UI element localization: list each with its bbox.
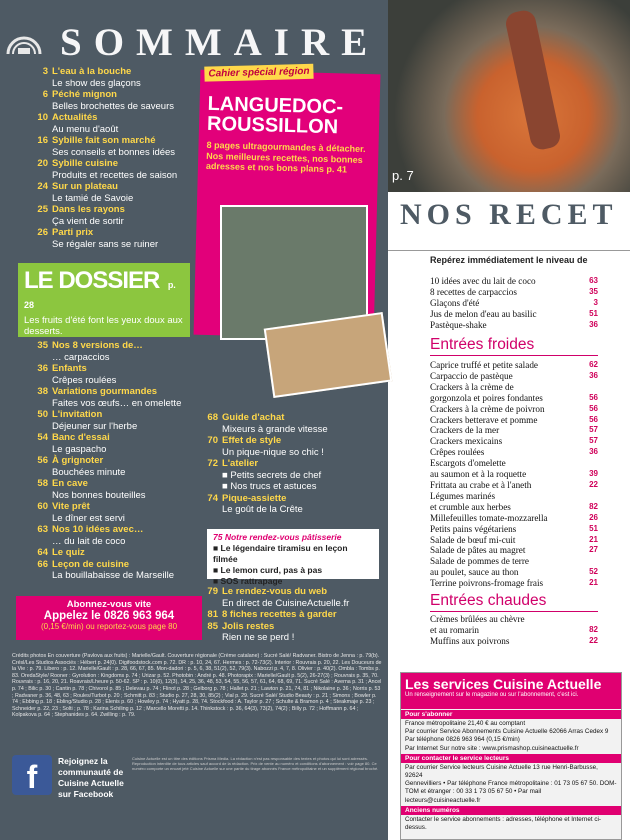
dossier-title: LE DOSSIER: [24, 267, 160, 294]
recipe-row[interactable]: [430, 469, 598, 480]
recipe-page: 63: [589, 276, 598, 285]
toc-entry[interactable]: [26, 559, 181, 571]
facebook-icon[interactable]: f: [12, 755, 52, 795]
toc-entry-subtitle: Nos bonnes bouteilles: [52, 489, 146, 501]
recipes-list-1: [430, 276, 598, 331]
toc-page-number: 72: [207, 458, 218, 469]
toc-entry-title: Dans les rayons: [52, 204, 125, 215]
toc-entry-subtitle: Le dîner est servi: [52, 512, 125, 524]
logo-icon: [4, 22, 44, 58]
recipe-page: 22: [589, 635, 598, 645]
recipe-page: 56: [589, 403, 598, 413]
toc-entry-subtitle: Ses conseils et bonnes idées: [52, 146, 176, 158]
toc-entry-subtitle: Le gaspacho: [52, 443, 107, 455]
recipe-page: 27: [589, 545, 598, 555]
toc-page-number: 16: [37, 135, 48, 146]
recipe-name: Crêpes roulées: [430, 447, 485, 458]
recipe-name: gorgonzola et poires fondantes: [430, 392, 543, 403]
toc-entry[interactable]: [26, 547, 181, 559]
toc-page-number: 81: [207, 609, 218, 620]
toc-page-number: 26: [37, 227, 48, 238]
toc-page-number: 60: [37, 501, 48, 512]
recipes-title: NOS RECET: [400, 198, 618, 231]
toc-entry-subtitle: Belles brochettes de saveurs: [52, 100, 174, 112]
services-line: Par courrier Service Abonnements Cuisine Actuelle 62066 Arras Cedex 9: [405, 728, 609, 736]
recipe-row[interactable]: [430, 513, 598, 524]
recipe-row[interactable]: [430, 556, 598, 567]
recipe-row[interactable]: [430, 415, 598, 426]
recipe-page: 3: [593, 297, 598, 307]
facebook-text[interactable]: Rejoignez la communauté de Cuisine Actuelle sur Facebook: [58, 756, 124, 799]
page-title: SOMMAIRE: [60, 21, 380, 64]
recipe-page: 52: [589, 567, 598, 577]
services-line: TOM et étranger : 00 33 1 73 05 67 50 • Par mail lecteurs@cuisineactuelle.fr: [405, 788, 542, 804]
recipe-row[interactable]: [430, 371, 598, 382]
services-back-issues-lines: [401, 816, 621, 832]
toc-entry-subtitle: ■ Petits secrets de chef: [222, 469, 322, 481]
toc-page-number: 66: [37, 558, 48, 570]
recipe-name: Crackers à la crème de poivron: [430, 403, 545, 414]
toc-entry-title: Leçon de cuisine: [52, 558, 130, 570]
toc-entry-subtitle: … du lait de coco: [52, 535, 126, 547]
toc-entry-title: Vite prêt: [52, 501, 90, 512]
toc-page-number: 74: [207, 492, 218, 504]
recipe-page: 82: [589, 501, 598, 511]
recipe-row[interactable]: [430, 287, 598, 298]
services-subscribe-lines: [401, 720, 621, 753]
toc-page-number: 38: [37, 386, 48, 397]
section-entrees-froides: Entrées froides: [430, 336, 535, 353]
toc-entry-subtitle: Rien ne se perd !: [222, 632, 295, 643]
cahier-tag: Cahier spécial région: [204, 64, 314, 82]
subscribe-phone: Appelez le 0826 963 964: [43, 610, 175, 622]
toc-entry-subtitle: Un pique-nique so chic !: [222, 446, 324, 458]
recipe-page: 39: [589, 469, 598, 479]
services-subtitle: Un renseignement sur le magazine ou sur l'abonnement, c'est ici.: [405, 692, 579, 698]
toc-entry-title: Le quiz: [52, 547, 85, 558]
toc-entry[interactable]: [26, 432, 181, 444]
recipe-name: Jus de melon d'eau au basilic: [430, 308, 537, 319]
recipe-name: Crackers betterave et pomme: [430, 414, 538, 425]
patisserie-item: ■ SOS rattrapage: [213, 576, 283, 586]
toc-entry-subtitle: Au menu d'août: [52, 123, 119, 135]
services-line: Par téléphone 0826 963 964 (0,15 €/min): [405, 736, 520, 744]
services-line: France métropolitaine 21,40 € au comptant: [405, 720, 526, 727]
recipe-row[interactable]: [430, 320, 598, 331]
services-line: Par courrier Service lecteurs Cuisine Actuelle 13 rue Henri-Barbusse, 92624: [405, 763, 598, 780]
recipe-page: 51: [589, 308, 598, 318]
toc-entry-subtitle: Ça vient de sortir: [52, 215, 124, 227]
recipe-page: 82: [589, 624, 598, 634]
toc-entry[interactable]: [26, 524, 181, 536]
recipe-name: Carpaccio de pastèque: [430, 370, 513, 381]
toc-entry-subtitle: ■ Nos trucs et astuces: [222, 481, 317, 492]
recipe-page: 36: [589, 447, 598, 457]
recipe-page: 62: [589, 360, 598, 369]
services-line: Contacter le service abonnements : adresses, téléphone et Internet ci-dessus.: [405, 815, 602, 832]
toc-entry[interactable]: [26, 135, 177, 147]
section-entrees-chaudes: Entrées chaudes: [430, 592, 547, 609]
recipes-list-2: [430, 360, 598, 589]
toc-entry-title: 8 fiches recettes à garder: [222, 609, 337, 620]
recipes-intro: Repérez immédiatement le niveau de: [388, 250, 630, 272]
toc-page-number: 10: [37, 112, 48, 123]
toc-page-number: 24: [37, 181, 48, 192]
recipe-name: Escargots d'omelette: [430, 458, 506, 469]
dossier-box[interactable]: [18, 263, 190, 337]
services-line: Par Internet Sur notre site : www.prismashop.cuisineactuelle.fr: [405, 744, 579, 752]
toc-entry-subtitle: Le show des glaçons: [52, 77, 141, 89]
recipe-row[interactable]: [430, 491, 598, 502]
recipe-name: Salade de pâtes au magret: [430, 545, 526, 556]
toc-entry[interactable]: [26, 455, 181, 467]
toc-entry-title: À grignoter: [52, 455, 104, 466]
recipe-page: 36: [589, 370, 598, 380]
recipe-row[interactable]: [430, 447, 598, 458]
recipe-page: 35: [589, 286, 598, 296]
services-title: Les services Cuisine Actuelle: [405, 676, 602, 692]
patisserie-items: [213, 543, 373, 587]
toc-entry-title: L'atelier: [222, 458, 259, 469]
toc-page-number: 3: [42, 66, 48, 77]
recipe-name: et au romarin: [430, 624, 479, 635]
services-subscribe-heading: Pour s'abonner: [401, 710, 621, 719]
recipe-name: Muffins aux poivrons: [430, 635, 510, 646]
toc-entry[interactable]: [196, 435, 328, 447]
recipe-row[interactable]: [430, 545, 598, 556]
recipe-row[interactable]: [430, 276, 598, 287]
toc-entry-title: Sybille fait son marché: [52, 135, 156, 146]
toc-entry-subtitle: Produits et recettes de saison: [52, 169, 178, 181]
toc-entry[interactable]: [26, 66, 177, 78]
toc-entry-title: Effet de style: [222, 435, 282, 446]
recipe-row[interactable]: [430, 567, 598, 578]
toc-entry-subtitle: Le tamié de Savoie: [52, 192, 134, 204]
recipe-page: 21: [589, 578, 598, 588]
toc-entry[interactable]: [26, 89, 177, 101]
toc-page-number: 85: [207, 620, 218, 632]
toc-page-number: 54: [37, 432, 48, 443]
cahier-title: LANGUEDOC-ROUSSILLON: [206, 92, 344, 139]
recipe-row[interactable]: [430, 404, 598, 415]
toc-entry[interactable]: [196, 621, 349, 633]
toc-page-number: 36: [37, 363, 48, 374]
toc-entry-subtitle: Le goût de la Crête: [222, 504, 303, 515]
photo-page-ref: p. 7: [392, 168, 414, 183]
recipe-row[interactable]: [430, 360, 598, 371]
toc-entry-subtitle: Déjeuner sur l'herbe: [52, 420, 138, 432]
recipe-page: 51: [589, 523, 598, 533]
toc-entry[interactable]: [26, 181, 177, 193]
recipe-page: 22: [589, 479, 598, 489]
toc-page-number: 68: [207, 412, 218, 423]
recipe-row[interactable]: [430, 614, 598, 625]
toc-page-number: 25: [37, 204, 48, 215]
toc-entry-subtitle: En direct de CuisineActuelle.fr: [222, 597, 350, 609]
toc-entry[interactable]: [26, 340, 181, 352]
toc-entry[interactable]: [196, 493, 328, 505]
toc-top: [26, 66, 177, 250]
toc-entry-title: Péché mignon: [52, 89, 117, 100]
recipe-row[interactable]: [430, 502, 598, 513]
recipe-name: et crumble aux herbes: [430, 501, 511, 512]
legal-text: Cuisine Actuelle est un titre des éditions Prisma Media. La rédaction n'est pas responsable des textes et photos qui lui sont adressés. Reproduction interdite de tous articles sauf accord de la rédaction. Prix de vente au numéro et conditions d'abonnement : voir page 80. Ce numéro comporte un encart jeté Cuisine Actuelle sur une partie du tirage abonnés France métropolitaine et un supplément régional broché.: [132, 756, 379, 771]
toc-entry-title: L'eau à la bouche: [52, 66, 132, 77]
recipe-name: au saumon et à la roquette: [430, 469, 527, 480]
toc-entry-subtitle: Bouchées minute: [52, 466, 126, 478]
recipe-name: Frittata au crabe et à l'aneth: [430, 479, 532, 490]
patisserie-item: ■ Le légendaire tiramisu en leçon filmée: [213, 543, 348, 564]
recipe-row[interactable]: [430, 535, 598, 546]
recipe-row[interactable]: [430, 636, 598, 647]
recipe-name: Crackers mexicains: [430, 436, 503, 447]
toc-entry[interactable]: [196, 609, 349, 621]
services-contact-heading: Pour contacter le service lecteurs: [401, 754, 621, 763]
recipe-row[interactable]: [430, 436, 598, 447]
toc-entry[interactable]: [26, 409, 181, 421]
services-back-issues-heading: Anciens numéros: [401, 806, 621, 815]
dossier-page: p. 28: [24, 280, 176, 310]
patisserie-box[interactable]: [207, 529, 379, 586]
services-line: Gennevilliers • Par téléphone France métropolitaine : 01 73 05 67 50. DOM-: [405, 780, 617, 788]
recipe-name: Petits pains végétariens: [430, 523, 517, 534]
toc-entry[interactable]: [26, 158, 177, 170]
toc-page-number: 64: [37, 547, 48, 558]
toc-entry[interactable]: [26, 386, 181, 398]
toc-entry[interactable]: [26, 478, 181, 490]
toc-center: [196, 412, 328, 516]
services-contact-lines: [401, 764, 621, 805]
subscribe-price: (0,15 €/min) ou reportez-vous page 80: [40, 622, 178, 631]
toc-entry-title: Actualités: [52, 112, 98, 123]
toc-entry[interactable]: [196, 586, 349, 598]
recipe-row[interactable]: [430, 578, 598, 589]
toc-entry-title: Nos 10 idées avec…: [52, 524, 144, 535]
toc-entry[interactable]: [196, 412, 328, 424]
patisserie-number: 75: [213, 532, 223, 542]
recipes-list-3: [430, 614, 598, 647]
toc-entry-title: L'invitation: [52, 409, 103, 420]
toc-entry-title: Variations gourmandes: [52, 386, 158, 397]
patisserie-heading: Notre rendez-vous pâtisserie: [224, 532, 342, 542]
toc-page-number: 79: [207, 586, 218, 597]
recipe-row[interactable]: [430, 309, 598, 320]
recipe-page: 21: [589, 534, 598, 544]
patisserie-item: ■ Le lemon curd, pas à pas: [213, 565, 323, 575]
recipe-page: 56: [589, 392, 598, 402]
recipe-name: Pastèque-shake: [430, 319, 487, 330]
toc-page-number: 20: [37, 158, 48, 169]
toc-entry-title: Parti prix: [52, 227, 94, 238]
recipe-page: 56: [589, 414, 598, 424]
toc-entry-title: Sybille cuisine: [52, 158, 118, 169]
recipe-row[interactable]: [430, 625, 598, 636]
recipe-row[interactable]: [430, 458, 598, 469]
toc-entry[interactable]: [26, 227, 177, 239]
toc-page-number: 58: [37, 478, 48, 489]
recipe-name: 8 recettes de carpaccios: [430, 286, 517, 297]
recipe-name: Caprice truffé et petite salade: [430, 360, 538, 370]
toc-entry-title: Guide d'achat: [222, 412, 285, 423]
toc-bottom: [196, 586, 349, 644]
toc-page-number: 50: [37, 409, 48, 420]
toc-entry[interactable]: [26, 204, 177, 216]
recipe-page: 36: [589, 319, 598, 329]
toc-page-number: 6: [42, 89, 48, 100]
recipe-page: 57: [589, 425, 598, 435]
toc-entry-title: Enfants: [52, 363, 87, 374]
toc-middle: [26, 340, 181, 582]
recipe-name: Salade de pommes de terre: [430, 556, 529, 567]
toc-entry-title: Jolis restes: [222, 620, 275, 632]
recipe-name: au poulet, sauce au thon: [430, 567, 519, 578]
toc-entry[interactable]: [26, 112, 177, 124]
photo-credits: Crédits photos En couverture (Pavlova aux fruits) : Marielle/Gault. Couverture régionale (Crème catalane) : Sucré Salé/ Radvaner. Bistro de Jenna : p. 79(b). Crésl/Les Studios Associés : Hébert p. 24(0). Digifoodstock.com p. 72. DR : p. 10, 24, 67. Hermes : p. 72-73(2). Interior : Rouvrais p. 20, 22. Les Douceurs de la Vie : p. 79. Libero : p. 12. Marielle/Gault : p. 28, 66, 67, 85. Mon-dadori : p. 5, 6, 38, 51(2), 52, 79(3). Nabozzi p. 4, 7, 8. Olivier : p. 40(2). Ombla : Tombs p. 83. OredaStyle/ Rooner : Gyrolution : Kingdoms p. 74 ; Urizar p. 52. Photobin : André p. 48. Photorapix : Marielle/Gault p. 5(2), 26-27(3) ; Rouvrais p. 35, 70. Rouvrais : p. 16, 20, 21. Roavrais/Lheure p. 50-62. SP : p. 10(0), 12(3), 14, 25, 36, 48, 53, 54, 55, 56, 57, 61, 64, 68, 69, 71. Sucré Salé : Averna p. 31 ; Ancel p. 74 ; Bilic p. 30 ; Cantin p. 78 ; Chivorol p. 85 ; Delevau p. 74 ; Flinot p. 28 ; Gelborg p. 78 ; Hallet p. 21 ; Lawton p. 21, 74, 81 ; Nikolaine p. 36 ; Norris p. 53 ; Radvaner p. 36, 48, 63 ; Roules/Turbot p. 20 ; Schmitt p. 83 ; Studio p. 27, 28, 30, 85(2) ; Vial p. 29. Sucré Salé/ Studio Beauty : p. 21 ; Simons ; Bowler p. 74 ; Ebbing p. 18 ; Ebling/Studio p. 28 ; Elenis p. 60 ; Howley p. 74 ; Hyatt p. 28, 74. Stockfood : A. Taylor p. 27 ; Schulte & Bramon p. 4 ; Steakmaje p. 23 ; Schneider p. 22, 23 ; Solti ; p. 78 ; Karina Schiling p. 12 ; Marcello Moretti p. 14. Thinkstock : p. 36, 64(3), 73(2), 74(2) ; Billy p. 72 ; Hoffmann p. 64 ; Kolpakova p. 64 ; Stephanides p. 64. Zwilling : p. 79.: [12, 653, 382, 719]
toc-entry-subtitle: Crêpes roulées: [52, 374, 117, 386]
recipe-row[interactable]: [430, 425, 598, 436]
toc-page-number: 70: [207, 435, 218, 446]
toc-entry-subtitle: Faites vos œufs… en omelette: [52, 397, 182, 409]
recipe-row[interactable]: [430, 524, 598, 535]
toc-page-number: 35: [37, 340, 48, 351]
toc-entry-title: Pique-assiette: [222, 492, 287, 504]
toc-entry-title: Banc d'essai: [52, 432, 110, 443]
toc-entry[interactable]: [196, 458, 328, 470]
recipe-name: Légumes marinés: [430, 490, 496, 501]
toc-page-number: 63: [37, 524, 48, 535]
toc-entry[interactable]: [26, 363, 181, 375]
toc-entry-title: Nos 8 versions de…: [52, 340, 143, 351]
recipe-name: Crèmes brûlées au chèvre: [430, 614, 525, 624]
recipe-name: Crackers de la mer: [430, 425, 500, 436]
services-box: [400, 672, 622, 840]
toc-entry-subtitle: … carpaccios: [52, 351, 110, 363]
recipe-name: Salade de bœuf mi-cuit: [430, 534, 516, 545]
recipe-row[interactable]: [430, 382, 598, 393]
recipe-name: Glaçons d'été: [430, 297, 480, 308]
recipe-name: Terrine poivrons-fromage frais: [430, 578, 544, 589]
dossier-desc: Les fruits d'été font les yeux doux aux desserts.: [24, 315, 183, 337]
cahier-desc: 8 pages ultragourmandes à détacher. Nos meilleures recettes, nos bonnes adresses et nos bons plans p. 41: [205, 139, 366, 175]
recipe-row[interactable]: [430, 298, 598, 309]
toc-entry[interactable]: [26, 501, 181, 513]
recipe-page: 26: [589, 512, 598, 522]
toc-entry-subtitle: Se régaler sans se ruiner: [52, 238, 159, 250]
toc-page-number: 56: [37, 455, 48, 466]
recipe-name: 10 idées avec du lait de coco: [430, 276, 536, 286]
recipe-page: 57: [589, 436, 598, 446]
subscribe-box[interactable]: [16, 596, 202, 640]
toc-entry-subtitle: Mixeurs à grande vitesse: [222, 423, 328, 435]
toc-entry-title: Le rendez-vous du web: [222, 586, 328, 597]
recipe-row[interactable]: [430, 393, 598, 404]
toc-entry-subtitle: La bouillabaisse de Marseille: [52, 570, 174, 581]
subscribe-line1: Abonnez-vous vite: [66, 599, 152, 610]
toc-entry-title: En cave: [52, 478, 88, 489]
toc-entry-title: Sur un plateau: [52, 181, 118, 192]
recipe-name: Crackers à la crème de: [430, 381, 514, 392]
recipe-row[interactable]: [430, 480, 598, 491]
recipe-name: Millefeuilles tomate-mozzarella: [430, 512, 548, 523]
